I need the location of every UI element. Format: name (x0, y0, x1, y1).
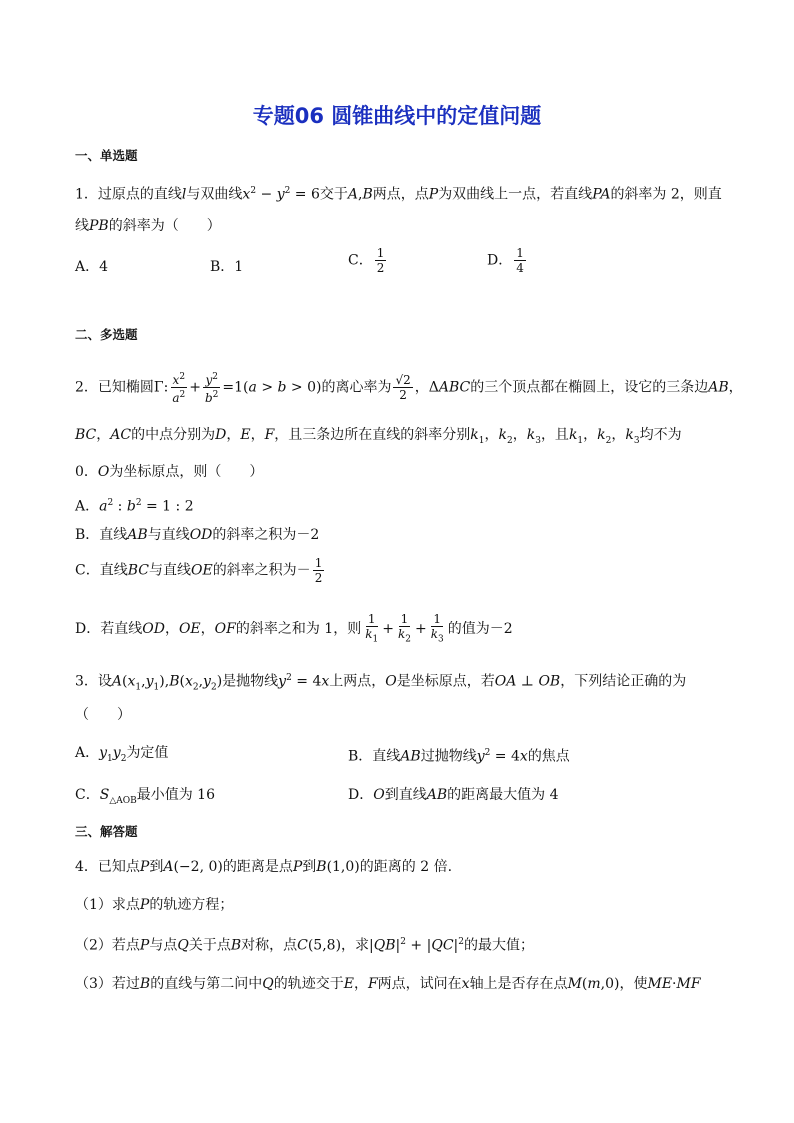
question-1-line-2: 线PB的斜率为（ ） (75, 218, 221, 234)
section-heading-answer: 三、解答题 (75, 824, 138, 839)
q1-option-c: C． $\frac{1}{2}$ (348, 246, 385, 275)
q3-option-d: D．O到直线AB的距离最大值为 4 (348, 787, 559, 803)
q1-option-a: A．4 (75, 259, 109, 275)
q2-option-d: D．若直线OD，OE，OF的斜率之和为 1，则 $\frac{1}{k_1}$ + $\frac{1}{k_2}$ + $\frac{1}{k_3}$ 的值为－2 (75, 612, 513, 645)
section-heading-single-choice: 一、单选题 (75, 148, 138, 163)
q3-option-b: B．直线AB过抛物线$y^2 = 4x$的焦点 (348, 748, 570, 765)
question-2-line-3: 0．O为坐标原点，则（ ） (75, 464, 264, 480)
question-1-line-1: 1．过原点的直线l与双曲线$x^2 - y^2 = 6$交于A,B两点，点P为双曲线上一点，若直线PA的斜率为 2，则直 (75, 186, 722, 203)
question-4-part-1: （1）求点P的轨迹方程； (75, 897, 234, 913)
q3-option-a: A．$y_1y_2$为定值 (75, 745, 169, 764)
q1-option-d: D． $\frac{1}{4}$ (487, 246, 524, 275)
question-4-part-3: （3）若过B的直线与第二问中Q的轨迹交于E，F两点，试问在x轴上是否存在点M(m,0)，使ME·MF (75, 976, 701, 992)
question-4-line-1: 4．已知点P到A(−2, 0)的距离是点P到B(1,0)的距离的 2 倍. (75, 859, 453, 875)
question-3-line-1: 3．设$A(x_1,y_1),B(x_2,y_2)$是抛物线$y^2 = 4x$上两点，O是坐标原点，若OA ⊥ OB，下列结论正确的为 (75, 673, 687, 693)
q2-option-c: C．直线BC与直线OE的斜率之积为－ $\frac{1}{2}$ (75, 556, 323, 585)
q2-option-a: A．$a^2$ : $b^2 = 1$ : 2 (75, 498, 194, 515)
question-3-line-2: （ ） (75, 707, 131, 723)
section-heading-multi-choice: 二、多选题 (75, 327, 138, 342)
q2-option-b: B．直线AB与直线OD的斜率之积为－2 (75, 527, 320, 543)
q3-option-c: C．$S_{\triangle AOB}$最小值为 16 (75, 787, 215, 806)
question-2-line-1: 2．已知椭圆Γ: $\frac{x^2}{a^2}$ + $\frac{y^2}{b^2}$ =1(a > b > 0)的离心率为 $\frac{√2}{2}$ ，ΔABC的三个顶点都在椭圆上，设它的三条边AB， (75, 372, 743, 405)
q1-option-b: B．1 (210, 259, 244, 275)
question-4-part-2: （2）若点P与点Q关于点B对称，点C(5,8)，求$|QB|^2 + |QC|^2$的最大值； (75, 937, 534, 954)
question-2-line-2: BC，AC的中点分别为D，E，F，且三条边所在直线的斜率分别$k_1$，$k_2$，$k_3$，且$k_1$，$k_2$，$k_3$均不为 (75, 427, 682, 446)
page-title: 专题06 圆锥曲线中的定值问题 (252, 104, 542, 128)
